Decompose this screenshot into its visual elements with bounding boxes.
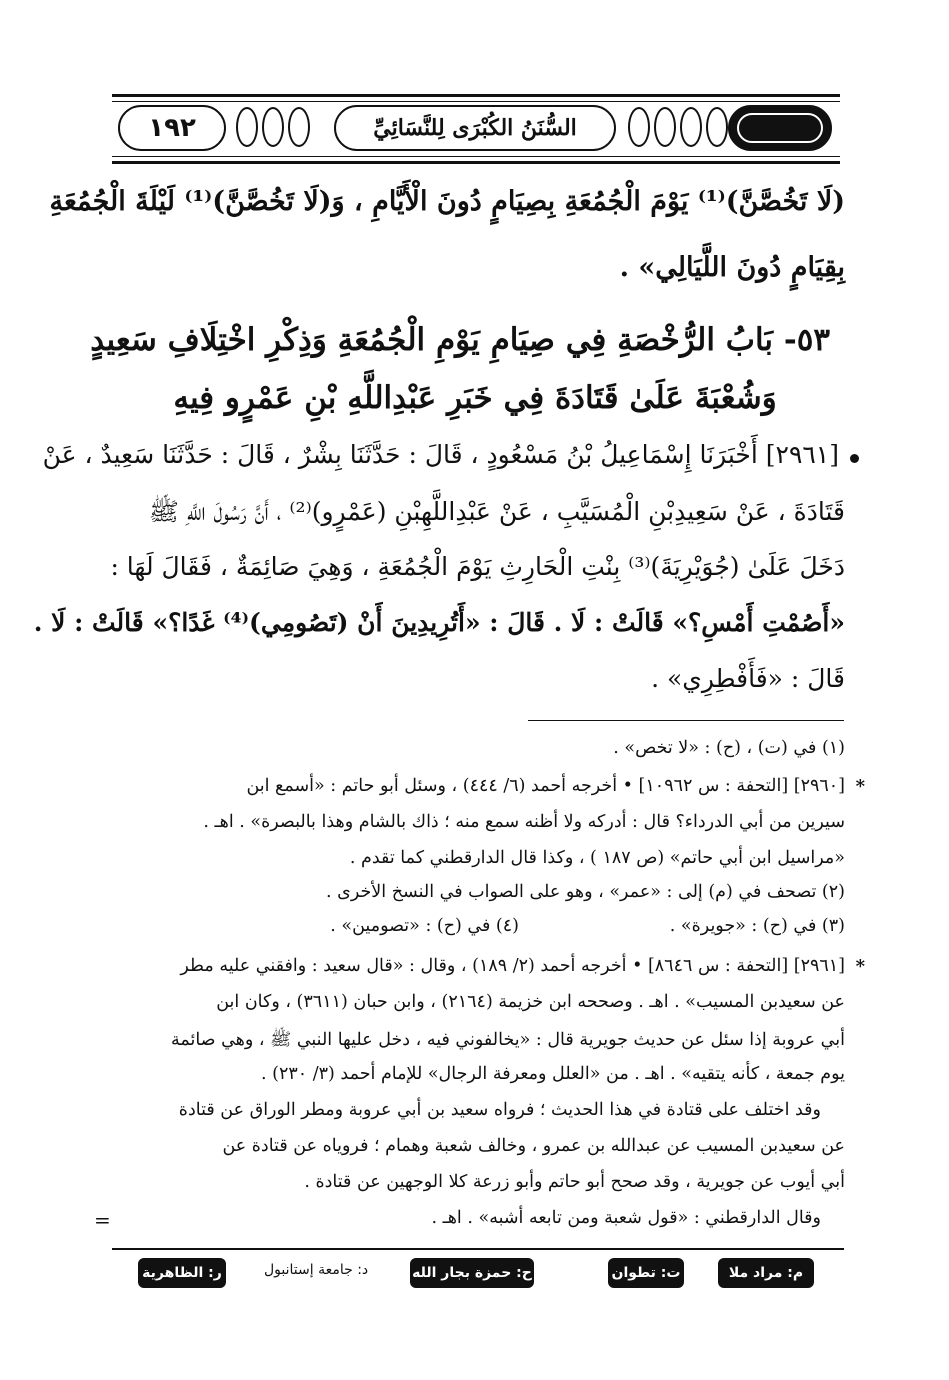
- bottom-rule: [112, 1248, 844, 1250]
- footnote-2961-line: [٢٩٦١] [التحفة : س ٨٦٤٦] • أخرجه أحمد (٢/ ١٨٩) ، وقال : «قال سعيد : وافقني عليه مطر: [180, 956, 845, 976]
- footnote-2961-line: عن سعيدبن المسيب عن عبدالله بن عمرو ، وخالف شعبة وهمام ؛ فروياه عن قتادة عن: [222, 1136, 845, 1156]
- text-line-2: بِقِيَامٍ دُونَ اللَّيَالِي» .: [619, 252, 845, 283]
- manuscript-tag-h: ح: حمزة بجار الله: [410, 1258, 534, 1288]
- page-header: [112, 94, 840, 164]
- book-title: السُّنَنُ الكُبْرَى لِلنَّسَائِيِّ: [373, 115, 577, 141]
- page-number-cartouche: [118, 105, 226, 151]
- footnote-2961-line: وقال الدارقطني : «قول شعبة ومن تابعه أشبه» . اهـ .: [431, 1208, 821, 1228]
- footnote-2960-line: «مراسيل ابن أبي حاتم» (ص ١٨٧ ) ، وكذا قال الدارقطني كما تقدم .: [349, 848, 845, 868]
- star-marker: *: [855, 776, 865, 797]
- title-cartouche: [334, 105, 616, 151]
- manuscript-tag-d: د: جامعة إستانبول: [264, 1262, 369, 1278]
- footnote-2960-line: [٢٩٦٠] [التحفة : س ١٠٩٦٢] • أخرجه أحمد (٦/ ٤٤٤) ، وسئل أبو حاتم : «أسمع ابن: [246, 776, 845, 796]
- manuscript-tag-t: ت: تطوان: [608, 1258, 684, 1288]
- ornament-left: [236, 107, 310, 147]
- star-marker: *: [855, 956, 865, 977]
- seal-emblem: [728, 105, 832, 151]
- hadith-line: [٢٩٦١] أَخْبَرَنَا إِسْمَاعِيلُ بْنُ مَسْعُودٍ ، قَالَ : حَدَّثَنَا بِشْرٌ ، قَالَ : حَدَّثَنَا سَعِيدٌ ، عَنْ: [42, 440, 839, 469]
- page-number: ١٩٢: [148, 113, 196, 143]
- footnote-2961-line: أبي أيوب عن جويرية ، وقد صحح أبو حاتم وأبو زرعة كلا الوجهين عن قتادة .: [304, 1172, 845, 1192]
- continuation-mark: =: [94, 1208, 111, 1232]
- footnote-2961-line: وقد اختلف على قتادة في هذا الحديث ؛ فرواه سعيد بن أبي عروبة ومطر الوراق عن قتادة: [178, 1100, 821, 1120]
- hadith-line: قَتَادَةَ ، عَنْ سَعِيدِبْنِ الْمُسَيَّبِ ، عَنْ عَبْدِاللَّهِبْنِ (عَمْرٍو)⁽²⁾ ، أَنَّ رَسُولَ اللَّهِ ﷺ: [148, 497, 845, 526]
- footnote-2961-line: أبي عروبة إذا سئل عن حديث جويرية قال : «يخالفوني فيه ، دخل عليها النبي ﷺ ، وهي صائمة: [170, 1030, 845, 1050]
- footnote-2: (٢) تصحف في (م) إلى : «عمر» ، وهو على الصواب في النسخ الأخرى .: [326, 882, 845, 902]
- hadith-line: قَالَ : «فَأَفْطِرِي» .: [651, 664, 845, 693]
- footnote-4: (٤) في (ح) : «تصومين» .: [330, 916, 519, 936]
- footnote-3: (٣) في (ح) : «جويرة» .: [669, 916, 845, 936]
- footnote-2960-line: سيرين من أبي الدرداء؟ قال : أدركه ولا أظنه سمع منه ؛ ذاك بالشام وهذا بالبصرة» . اهـ .: [203, 812, 845, 832]
- text-line-1: (لَا تَخُصَّنَّ)⁽¹⁾ يَوْمَ الْجُمُعَةِ بِصِيَامٍ دُونَ الْأَيَّامِ ، وَ(لَا تَخُصَّنَّ)⁽¹⁾ لَيْلَةَ الْجُمُعَةِ: [49, 186, 845, 217]
- chapter-heading-line-1: ٥٣- بَابُ الرُّخْصَةِ فِي صِيَامِ يَوْمِ الْجُمُعَةِ وَذِكْرِ اخْتِلَافِ سَعِيدٍ: [90, 322, 830, 358]
- hadith-line: دَخَلَ عَلَىٰ (جُوَيْرِيَةَ)⁽³⁾ بِنْتِ الْحَارِثِ يَوْمَ الْجُمُعَةِ ، وَهِيَ صَائِمَةٌ ، فَقَالَ لَهَا :: [110, 552, 845, 581]
- footnote-2961-line: يوم جمعة ، كأنه يتقيه» . اهـ . من «العلل ومعرفة الرجال» للإمام أحمد (٣/ ٢٣٠) .: [261, 1064, 845, 1084]
- chapter-heading-line-2: وَشُعْبَةَ عَلَىٰ قَتَادَةَ فِي خَبَرِ عَبْدِاللَّهِ بْنِ عَمْرٍو فِيهِ: [173, 380, 777, 416]
- hadith-line: «أَصُمْتِ أَمْسِ؟» قَالَتْ : لَا . قَالَ : «أَتُرِيدِينَ أَنْ (تَصُومِي)⁽⁴⁾ غَدًا؟» قَالَتْ : لَا .: [33, 608, 845, 637]
- manuscript-tag-m: م: مراد ملا: [718, 1258, 814, 1288]
- footnote-2961-line: عن سعيدبن المسيب» . اهـ . وصححه ابن خزيمة (٢١٦٤) ، وابن حبان (٣٦١١) ، وكان ابن: [216, 992, 845, 1012]
- manuscript-tag-r: ر: الظاهرية: [138, 1258, 226, 1288]
- ornament-right: [628, 107, 728, 147]
- hadith-bullet: [850, 454, 859, 463]
- footnote-1: (١) في (ت) ، (ح) : «لا تخص» .: [613, 738, 845, 758]
- footnote-separator: [528, 720, 844, 721]
